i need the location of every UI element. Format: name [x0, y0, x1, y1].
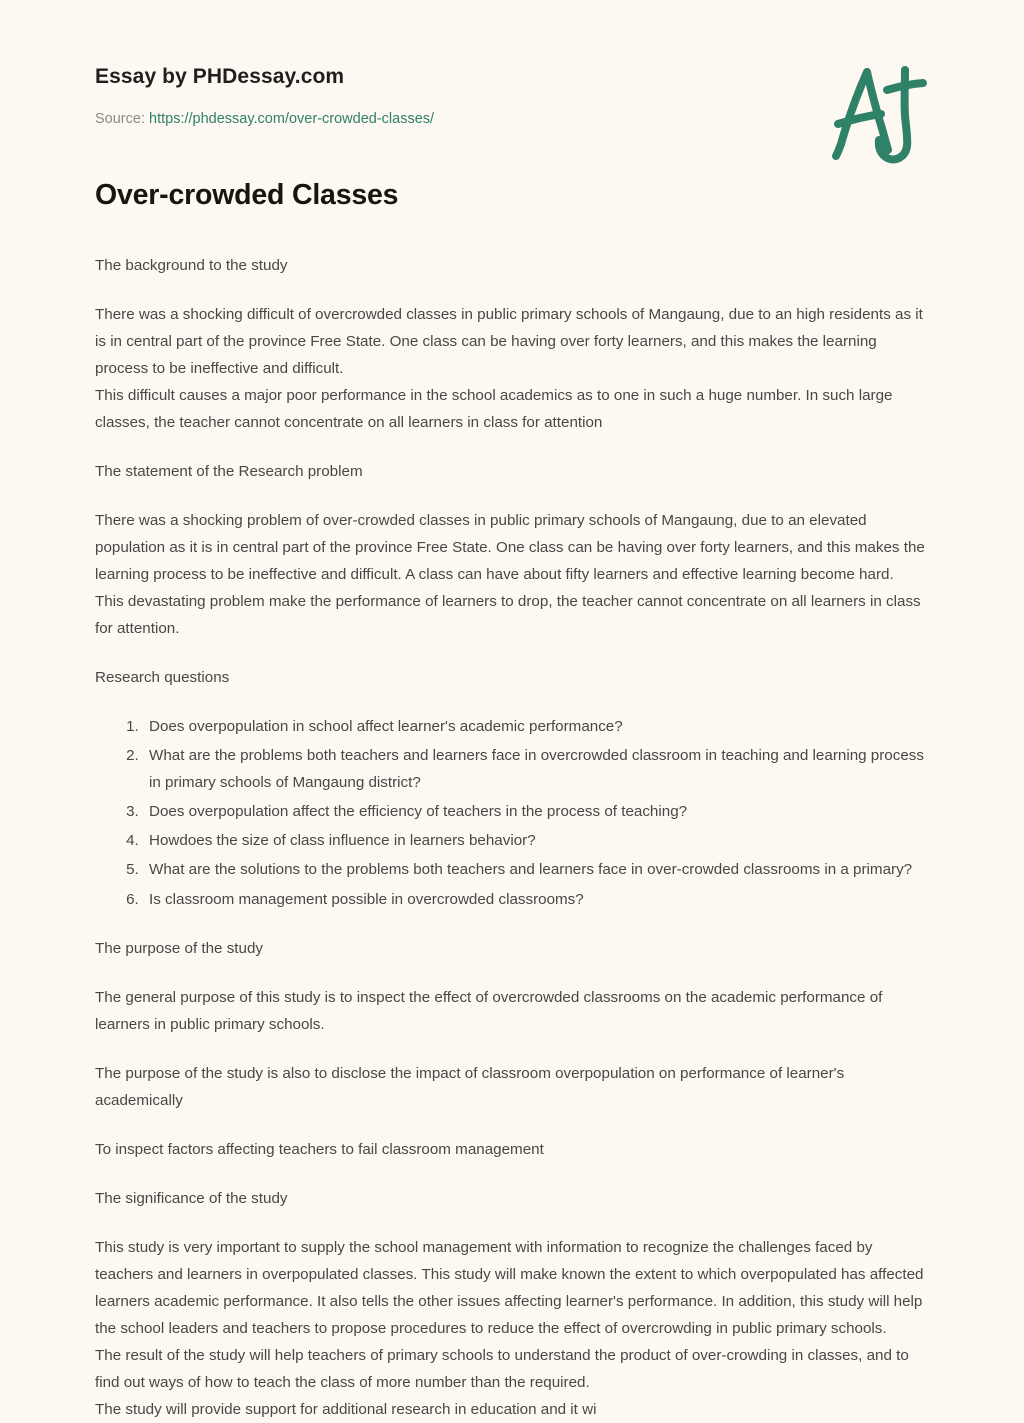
background-paragraph-2: This difficult causes a major poor performance in the school academics as to one in such a huge number. In such large classes, the teacher cannot concentrate on all learners in class for attention [95, 386, 893, 431]
purpose-paragraph-1: The general purpose of this study is to inspect the effect of overcrowded classrooms on the academic performance of learners in public primary schools. [95, 988, 883, 1033]
source-label: Source: [95, 111, 145, 128]
source-url-link[interactable]: https://phdessay.com/over-crowded-classes/ [149, 111, 435, 128]
a-plus-grade-logo-icon [819, 56, 939, 168]
background-paragraph-1: There was a shocking difficult of overcrowded classes in public primary schools of Mangaung, due to an high residents as it is in central part of the province Free State. One class can be having over forty learners, and this makes the learning process to be ineffective and difficult. [95, 305, 923, 377]
list-item: 4. Howdoes the size of class influence in learners behavior? [143, 827, 929, 854]
page-header [95, 0, 929, 160]
essay-body [95, 252, 929, 1423]
research-questions-list [95, 713, 929, 912]
significance-paragraph-3: The study will provide support for additional research in education and it wi [95, 1401, 597, 1419]
purpose-paragraph-3: To inspect factors affecting teachers to fail classroom management [95, 1140, 544, 1158]
list-item: 6. Is classroom management possible in overcrowded classrooms? [143, 886, 929, 913]
list-item: 3. Does overpopulation affect the efficiency of teachers in the process of teaching? [143, 798, 929, 825]
list-item: 2. What are the problems both teachers and learners face in overcrowded classroom in teaching and learning process in primary schools of Mangaung district? [143, 742, 929, 796]
problem-paragraph-1: There was a shocking problem of over-crowded classes in public primary schools of Mangaung, due to an elevated population as it is in central part of the province Free State. One class can be having over forty learners, and this makes the learning process to be ineffective and difficult. A class can have about fifty learners and effective learning become hard. [95, 511, 925, 584]
problem-paragraph-2: This devastating problem make the performance of learners to drop, the teacher cannot concentrate on all learners in class for attention. [95, 593, 921, 638]
significance-paragraph-1: This study is very important to supply the school management with information to recognize the challenges faced by teachers and learners in overpopulated classes. This study will make known the extent to which overpopulated has affected learners academic performance. It also tells the other issues affecting learner's performance. In addition, this study will help the school leaders and teachers to propose procedures to reduce the effect of overcrowding in public primary schools. [95, 1238, 924, 1338]
section-heading-purpose: The purpose of the study [95, 939, 264, 957]
list-item: 1. Does overpopulation in school affect learner's academic performance? [143, 713, 929, 740]
brand-title: Essay by PHDessay.com [95, 65, 345, 88]
purpose-paragraph-2: The purpose of the study is also to disclose the impact of classroom overpopulation on performance of learner's academically [95, 1064, 845, 1109]
significance-paragraph-2: The result of the study will help teachers of primary schools to understand the product of over-crowding in classes, and to find out ways of how to teach the class of more number than the required. [95, 1347, 909, 1392]
section-heading-background: The background to the study [95, 256, 288, 274]
section-heading-significance: The significance of the study [95, 1189, 288, 1207]
section-heading-problem: The statement of the Research problem [95, 462, 363, 480]
section-heading-questions: Research questions [95, 669, 230, 687]
list-item: 5. What are the solutions to the problems both teachers and learners face in over-crowded classrooms in a primary? [143, 856, 929, 883]
page-title: Over-crowded Classes [95, 179, 399, 211]
source-line [95, 110, 929, 129]
